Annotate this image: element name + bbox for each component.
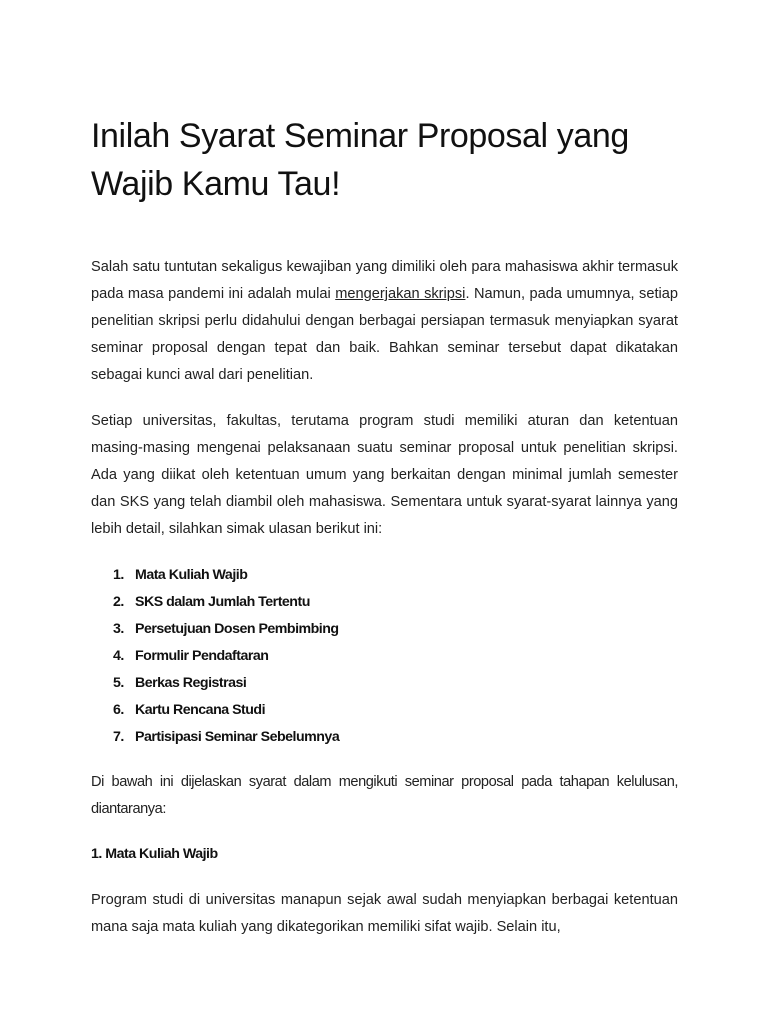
rules-paragraph: Setiap universitas, fakultas, terutama program studi memiliki aturan dan ketentuan masing-masing mengenai pelaksanaan suatu seminar proposal untuk penelitian skripsi. Ada yang diikat oleh ketentuan umum yang berkaitan dengan minimal jumlah semester dan SKS yang telah diambil oleh mahasiswa. Sementara untuk syarat-syarat lainnya yang lebih detail, silahkan simak ulasan berikut ini: (91, 413, 678, 537)
requirements-list (91, 562, 678, 751)
list-item (113, 562, 678, 589)
list-item-number: 6. (113, 702, 124, 718)
list-item-label: Partisipasi Seminar Sebelumnya (135, 729, 340, 745)
list-item-label: Persetujuan Dosen Pembimbing (135, 621, 339, 637)
list-item-number: 4. (113, 648, 124, 664)
list-item-label: SKS dalam Jumlah Tertentu (135, 594, 310, 610)
list-item-number: 2. (113, 594, 124, 610)
list-item (113, 724, 678, 751)
section-heading-mata-kuliah-wajib: 1. Mata Kuliah Wajib (91, 846, 218, 862)
list-item-label: Formulir Pendaftaran (135, 648, 269, 664)
list-item-number: 3. (113, 621, 124, 637)
list-item-label: Mata Kuliah Wajib (135, 567, 248, 583)
list-item (113, 616, 678, 643)
list-item (113, 697, 678, 724)
list-item (113, 589, 678, 616)
intro-text-before-link: Salah satu tuntutan sekaligus kewajiban yang dimiliki oleh para mahasiswa akhir termasuk pada masa pandemi ini adalah mulai (91, 259, 678, 302)
list-item-label: Berkas Registrasi (135, 675, 247, 691)
list-item-number: 7. (113, 729, 124, 745)
section1-paragraph: Program studi di universitas manapun sejak awal sudah menyiapkan berbagai ketentuan mana saja mata kuliah yang dikategorikan memiliki sifat wajib. Selain itu, (91, 892, 678, 935)
mengerjakan-skripsi-link[interactable]: mengerjakan skripsi (335, 286, 466, 302)
list-item (113, 643, 678, 670)
list-item-number: 1. (113, 567, 124, 583)
intro-paragraph (91, 254, 678, 389)
intro-text-after-link: . Namun, pada umumnya, setiap penelitian skripsi perlu didahului dengan berbagai persiapan termasuk menyiapkan syarat seminar proposal dengan tepat dan baik. Bahkan seminar tersebut dapat dikatakan sebagai kunci awal dari penelitian. (91, 286, 678, 383)
explanation-intro-paragraph: Di bawah ini dijelaskan syarat dalam mengikuti seminar proposal pada tahapan kelulusan, diantaranya: (91, 774, 678, 817)
document-page (91, 112, 678, 960)
list-item-label: Kartu Rencana Studi (135, 702, 266, 718)
document-title: Inilah Syarat Seminar Proposal yang Wajib Kamu Tau! (91, 117, 629, 203)
list-item-number: 5. (113, 675, 124, 691)
list-item (113, 670, 678, 697)
